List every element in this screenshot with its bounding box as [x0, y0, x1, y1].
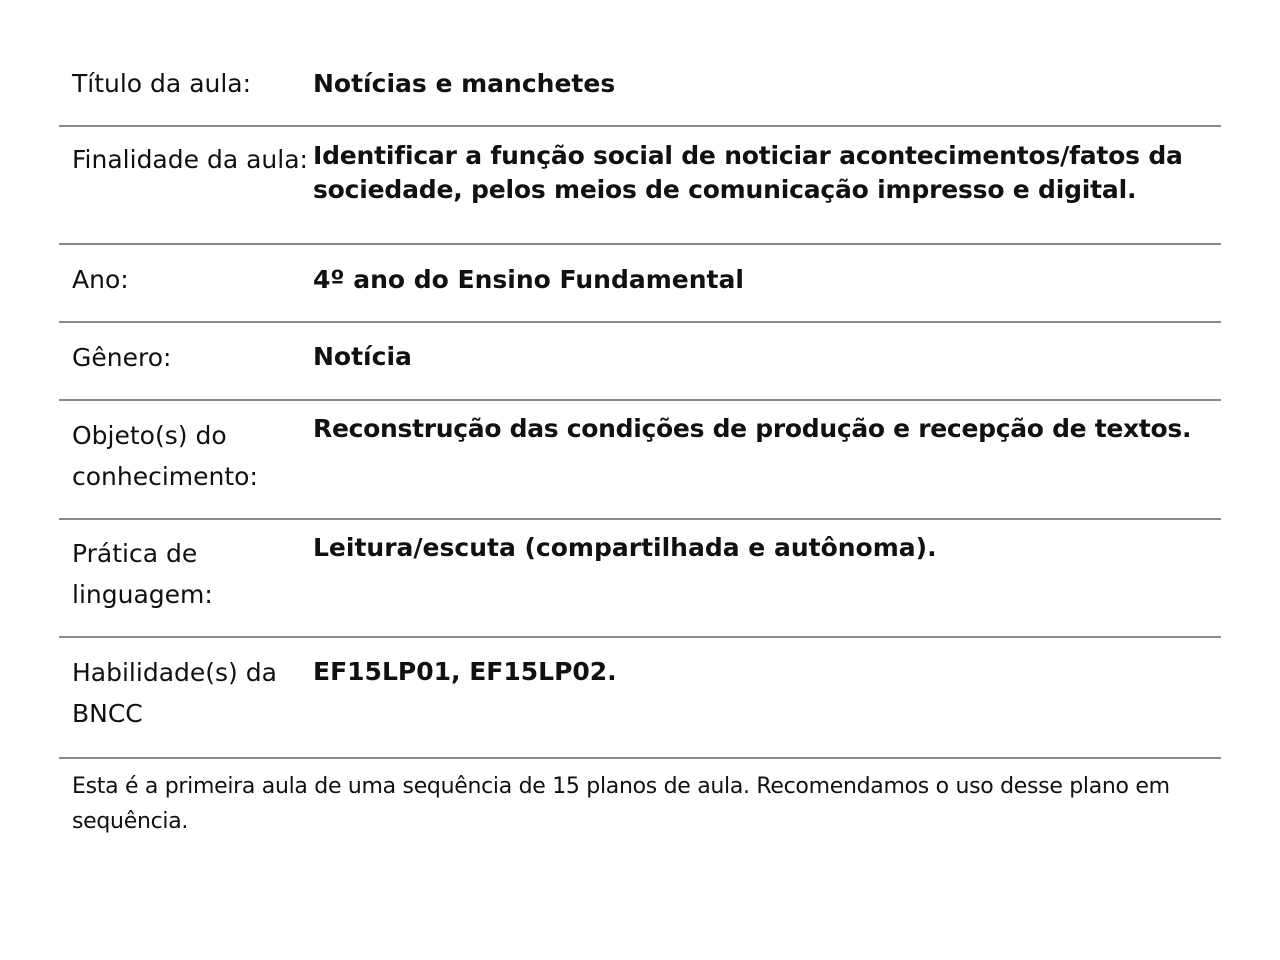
row-genero: [59, 323, 1221, 401]
ano-label: Ano:: [72, 265, 129, 294]
row-pratica: [59, 520, 1221, 638]
row-objeto: [59, 401, 1221, 520]
ano-value: 4º ano do Ensino Fundamental: [313, 265, 744, 294]
objeto-value: Reconstrução das condições de produção e recepção de textos.: [313, 414, 1192, 443]
row-ano: [59, 245, 1221, 323]
pratica-value: Leitura/escuta (compartilhada e autônoma).: [313, 533, 937, 562]
habilidade-value: EF15LP01, EF15LP02.: [313, 657, 617, 686]
titulo-label: Título da aula:: [72, 69, 252, 98]
finalidade-value: Identificar a função social de noticiar acontecimentos/fatos da sociedade, pelos meios de comunicação impresso e digital.: [313, 141, 1183, 204]
genero-value: Notícia: [313, 342, 412, 371]
row-titulo: [59, 58, 1221, 127]
sequence-note: Esta é a primeira aula de uma sequência de 15 planos de aula. Recomendamos o uso desse plano em sequência.: [72, 774, 1170, 834]
genero-label: Gênero:: [72, 343, 172, 372]
finalidade-label: Finalidade da aula:: [72, 145, 308, 174]
row-habilidade: [59, 638, 1221, 759]
titulo-value: Notícias e manchetes: [313, 69, 616, 98]
habilidade-label: Habilidade(s) da BNCC: [72, 658, 277, 728]
objeto-label: Objeto(s) do conhecimento:: [72, 421, 258, 491]
pratica-label: Prática de linguagem:: [72, 539, 213, 609]
row-finalidade: [59, 127, 1221, 245]
lesson-plan-table: [59, 58, 1221, 839]
